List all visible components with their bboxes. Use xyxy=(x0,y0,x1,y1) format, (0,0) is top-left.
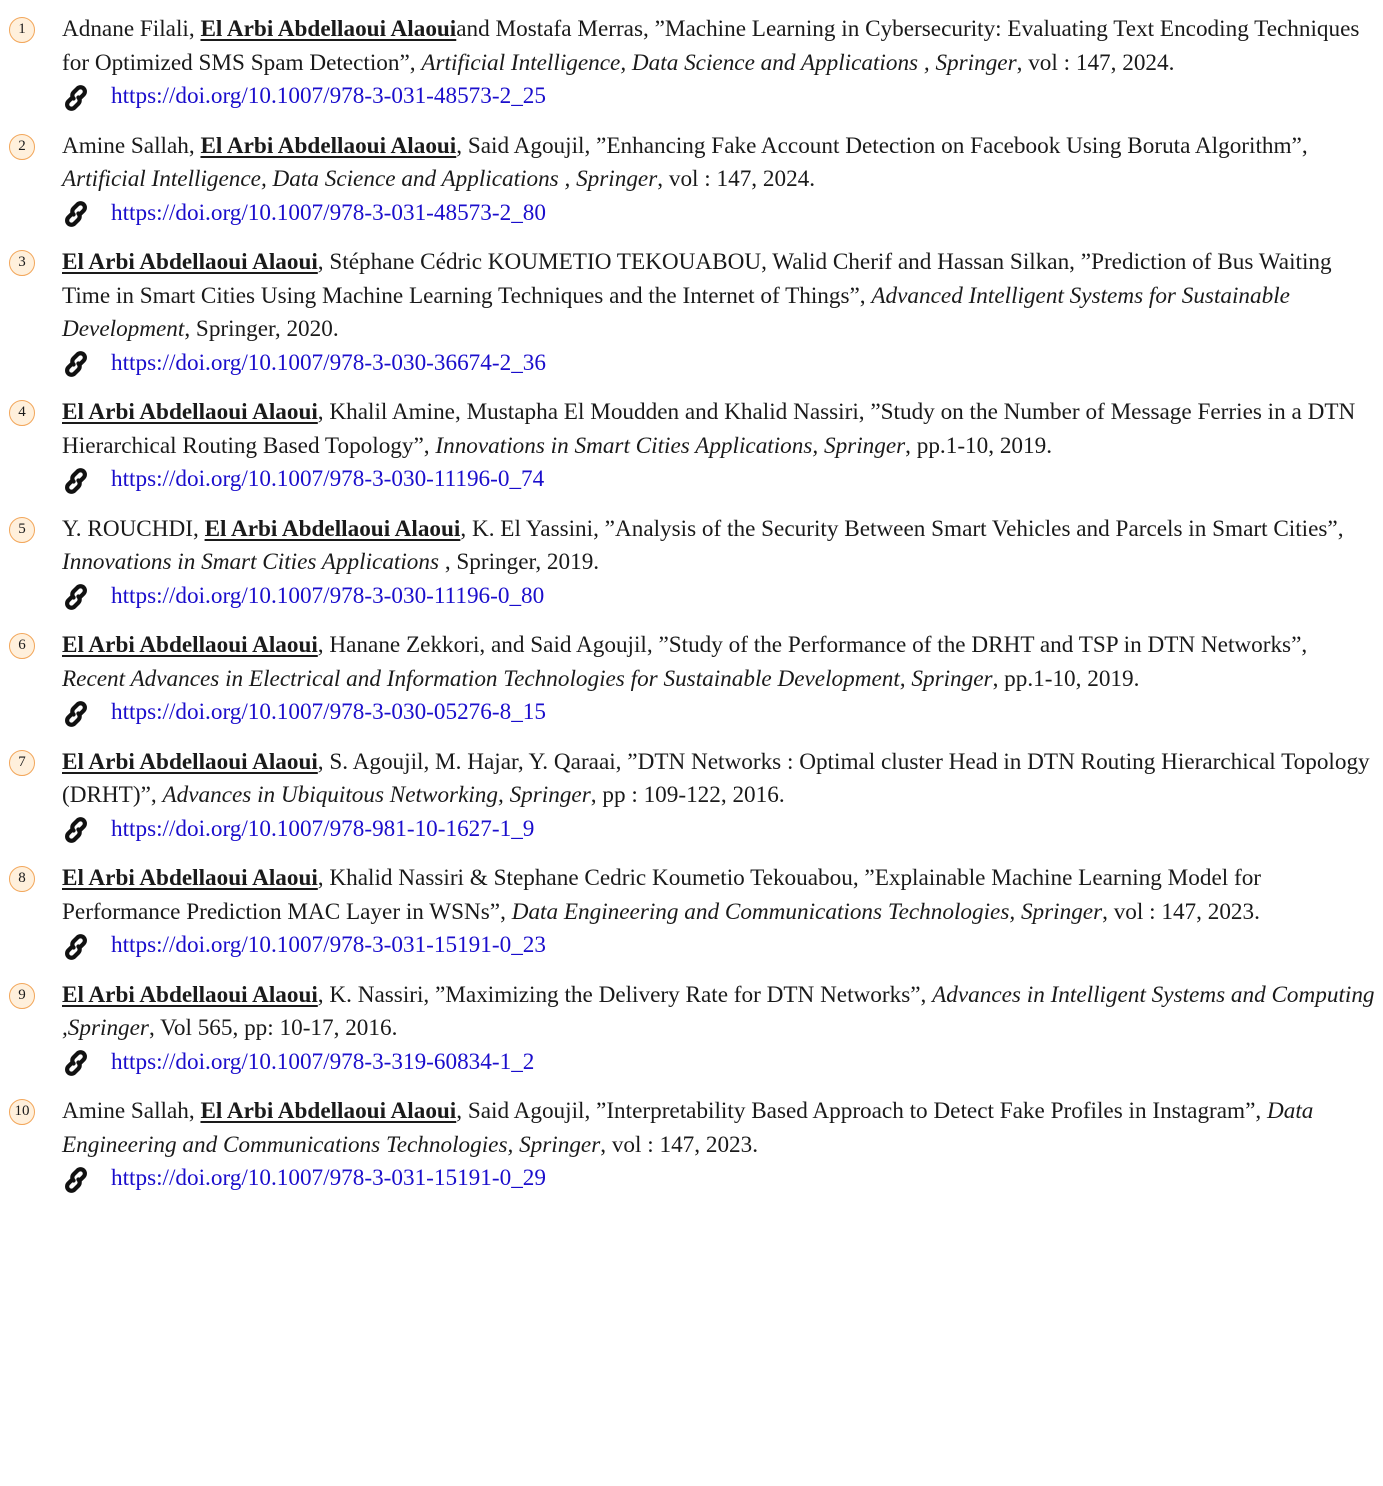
link-icon xyxy=(61,201,95,227)
citation-self-author: El Arbi Abdellaoui Alaoui xyxy=(200,132,457,159)
link-icon xyxy=(61,817,95,843)
citation-title: , K. Nassiri, ”Maximizing the Delivery Rate for DTN Networks”, xyxy=(317,981,933,1008)
citation-title: , S. Agoujil, M. Hajar, Y. Qaraai, ”DTN Networks : Optimal cluster Head in DTN Routing Hierarchical Topology (DRHT)”, xyxy=(62,748,1370,808)
doi-line xyxy=(62,1046,1375,1080)
citation-title: and Mostafa Merras, ”Machine Learning in Cybersecurity: Evaluating Text Encoding Techniques for Optimized SMS Spam Detection”, xyxy=(62,16,1360,76)
citation-text xyxy=(62,396,1375,463)
doi-line xyxy=(62,1162,1375,1196)
doi-link[interactable]: https://doi.org/10.1007/978-3-030-36674-2_36 xyxy=(111,349,546,376)
citation-authors-before: Adnane Filali, xyxy=(62,16,201,42)
link-icon xyxy=(61,934,95,960)
citation-details: , vol : 147, 2023. xyxy=(600,1131,759,1158)
citation-details: , vol : 147, 2024. xyxy=(657,166,816,192)
citation-text xyxy=(62,979,1375,1046)
citation-text xyxy=(62,746,1375,813)
citation-details: , pp : 109-122, 2016. xyxy=(590,782,785,808)
citation-venue: Artificial Intelligence, Data Science and Applications , Springer xyxy=(62,166,658,192)
citation-title: , Said Agoujil, ”Enhancing Fake Account Detection on Facebook Using Boruta Algorithm”, xyxy=(456,132,1308,159)
publication-entry xyxy=(0,746,1383,847)
citation-text xyxy=(62,13,1375,80)
citation-text xyxy=(62,246,1375,347)
citation-venue: Data Engineering and Communications Technologies, Springer xyxy=(511,898,1103,925)
publication-entry xyxy=(0,246,1383,380)
publication-entry xyxy=(0,513,1383,614)
citation-details: , Vol 565, pp: 10-17, 2016. xyxy=(148,1015,398,1041)
publication-entry xyxy=(0,629,1383,730)
citation-venue: Advances in Ubiquitous Networking, Springer xyxy=(162,782,591,808)
publication-entry xyxy=(0,396,1383,497)
entry-number-badge: 8 xyxy=(9,866,35,892)
citation-authors-before: Amine Sallah, xyxy=(62,132,201,159)
link-icon xyxy=(61,351,95,377)
link-icon xyxy=(61,701,95,727)
citation-details: , Springer, 2019. xyxy=(439,549,600,575)
publication-entry xyxy=(0,1095,1383,1196)
citation-title: , Said Agoujil, ”Interpretability Based Approach to Detect Fake Profiles in Instagram”, xyxy=(456,1098,1267,1124)
publication-entry xyxy=(0,862,1383,963)
doi-line xyxy=(62,580,1375,614)
doi-link[interactable]: https://doi.org/10.1007/978-3-031-48573-2_25 xyxy=(111,83,546,109)
entry-number-badge: 7 xyxy=(9,750,35,776)
link-icon xyxy=(61,1050,95,1076)
entry-number-badge: 1 xyxy=(9,17,35,43)
citation-details: , pp.1-10, 2019. xyxy=(905,432,1052,459)
citation-venue: Advances in Intelligent Systems and Computing ,Springer xyxy=(62,981,1375,1041)
entry-number-badge: 9 xyxy=(9,983,35,1009)
doi-link[interactable]: https://doi.org/10.1007/978-3-031-15191-0_23 xyxy=(111,932,546,958)
citation-details: , vol : 147, 2023. xyxy=(1102,898,1260,925)
doi-line xyxy=(62,197,1375,231)
entry-number-badge: 6 xyxy=(9,633,35,659)
citation-text xyxy=(62,130,1375,197)
citation-self-author: El Arbi Abdellaoui Alaoui xyxy=(200,1098,457,1124)
doi-line xyxy=(62,929,1375,963)
citation-self-author: El Arbi Abdellaoui Alaoui xyxy=(204,515,461,542)
doi-line xyxy=(62,80,1375,114)
citation-venue: Advanced Intelligent Systems for Sustainable Development xyxy=(62,282,1290,342)
citation-venue: Data Engineering and Communications Technologies, Springer xyxy=(62,1098,1314,1158)
citation-details: , vol : 147, 2024. xyxy=(1016,49,1175,76)
citation-venue: Innovations in Smart Cities Applications, Springer xyxy=(435,432,906,459)
doi-link[interactable]: https://doi.org/10.1007/978-3-030-11196-0_80 xyxy=(111,582,545,609)
citation-title: , K. El Yassini, ”Analysis of the Security Between Smart Vehicles and Parcels in Smart Cities”, xyxy=(460,515,1344,542)
citation-self-author: El Arbi Abdellaoui Alaoui xyxy=(62,632,318,658)
citation-title: , Stéphane Cédric KOUMETIO TEKOUABOU, Walid Cherif and Hassan Silkan, ”Prediction of Bus Waiting Time in Smart Cities Using Machine Learning Techniques and the Internet of Things”, xyxy=(62,249,1332,309)
publication-entry xyxy=(0,979,1383,1080)
entry-number-badge: 3 xyxy=(9,250,35,276)
citation-details: , pp.1-10, 2019. xyxy=(992,665,1140,692)
link-icon xyxy=(61,584,95,610)
doi-line xyxy=(62,347,1375,381)
citation-details: , Springer, 2020. xyxy=(184,316,339,342)
doi-link[interactable]: https://doi.org/10.1007/978-981-10-1627-1_9 xyxy=(111,815,535,842)
citation-authors-before: Amine Sallah, xyxy=(62,1098,201,1124)
citation-title: , Khalid Nassiri & Stephane Cedric Koumetio Tekouabou, ”Explainable Machine Learning Model for Performance Prediction MAC Layer in WSNs”, xyxy=(62,865,1262,925)
doi-link[interactable]: https://doi.org/10.1007/978-3-031-48573-2_80 xyxy=(111,199,546,226)
citation-self-author: El Arbi Abdellaoui Alaoui xyxy=(62,865,318,891)
doi-link[interactable]: https://doi.org/10.1007/978-3-030-11196-0_74 xyxy=(111,466,545,492)
publication-entry xyxy=(0,13,1383,114)
citation-text xyxy=(62,513,1375,580)
citation-title: , Khalil Amine, Mustapha El Moudden and Khalid Nassiri, ”Study on the Number of Message Ferries in a DTN Hierarchical Routing Based Topology”, xyxy=(62,399,1356,459)
doi-line xyxy=(62,813,1375,847)
citation-venue: Recent Advances in Electrical and Information Technologies for Sustainable Development, Springer xyxy=(62,665,993,692)
doi-link[interactable]: https://doi.org/10.1007/978-3-319-60834-1_2 xyxy=(111,1048,535,1075)
citation-self-author: El Arbi Abdellaoui Alaoui xyxy=(62,981,318,1008)
citation-venue: Artificial Intelligence, Data Science and Applications , Springer xyxy=(421,49,1017,76)
citation-self-author: El Arbi Abdellaoui Alaoui xyxy=(62,249,318,275)
citation-self-author: El Arbi Abdellaoui Alaoui xyxy=(62,748,318,775)
entry-number-badge: 2 xyxy=(9,134,35,160)
link-icon xyxy=(61,1167,95,1193)
publication-entry xyxy=(0,130,1383,231)
entry-number-badge: 4 xyxy=(9,400,35,426)
doi-line xyxy=(62,696,1375,730)
entry-number-badge: 5 xyxy=(9,517,35,543)
citation-authors-before: Y. ROUCHDI, xyxy=(62,515,205,542)
link-icon xyxy=(61,85,95,111)
citation-text xyxy=(62,1095,1375,1162)
link-icon xyxy=(61,468,95,494)
doi-link[interactable]: https://doi.org/10.1007/978-3-031-15191-0_29 xyxy=(111,1165,546,1191)
citation-text xyxy=(62,629,1375,696)
doi-link[interactable]: https://doi.org/10.1007/978-3-030-05276-8_15 xyxy=(111,699,546,725)
entry-number-badge: 10 xyxy=(9,1099,35,1125)
citation-text xyxy=(62,862,1375,929)
citation-title: , Hanane Zekkori, and Said Agoujil, ”Study of the Performance of the DRHT and TSP in DTN Networks”, xyxy=(317,632,1308,658)
doi-line xyxy=(62,463,1375,497)
citation-self-author: El Arbi Abdellaoui Alaoui xyxy=(62,399,318,425)
citation-venue: Innovations in Smart Cities Applications xyxy=(62,549,440,575)
citation-self-author: El Arbi Abdellaoui Alaoui xyxy=(200,16,457,42)
